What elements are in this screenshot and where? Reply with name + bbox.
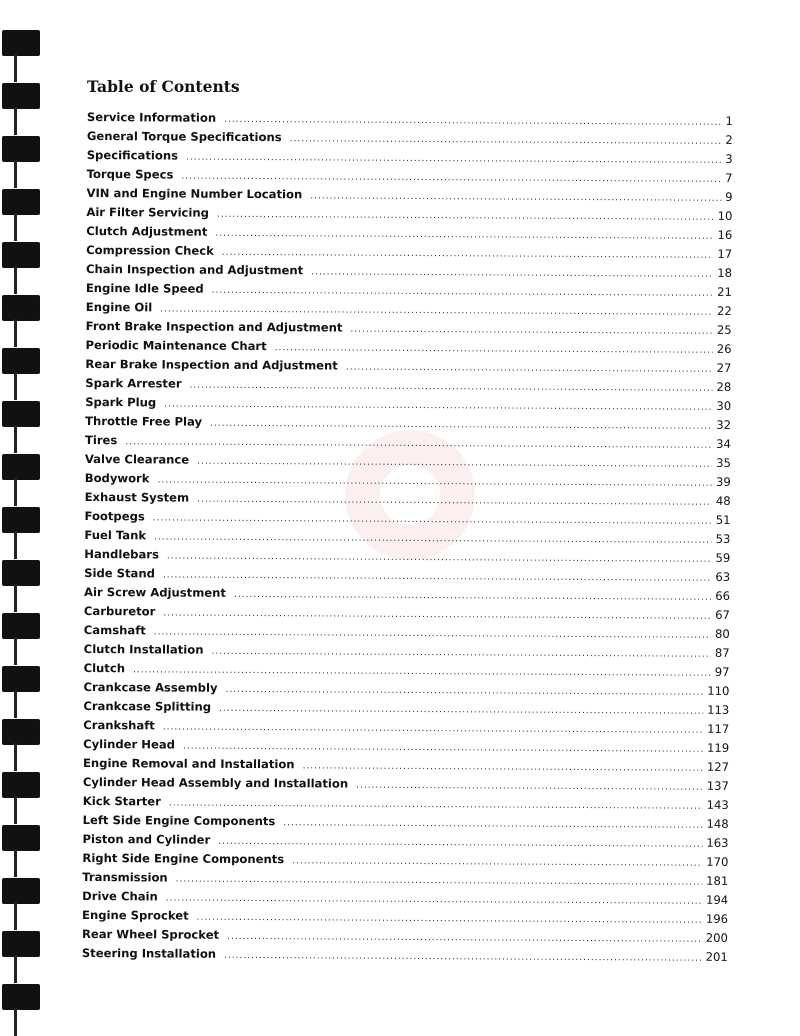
toc-entry-label: Compression Check: [86, 242, 214, 258]
toc-entry-label: Air Filter Servicing: [86, 204, 210, 220]
dot-leader: [303, 761, 703, 773]
toc-entry-page: 10: [717, 208, 733, 223]
binding-wire: [14, 107, 17, 135]
toc-entry-page: 32: [716, 417, 732, 432]
toc-entry-page: 21: [717, 284, 732, 299]
binding-wire: [14, 1008, 17, 1036]
dot-leader: [133, 665, 711, 679]
toc-entry-label: Throttle Free Play: [85, 413, 203, 429]
toc-entry-label: Footpegs: [84, 508, 145, 524]
toc-entry-label: Crankshaft: [83, 717, 155, 733]
dot-leader: [311, 267, 713, 279]
toc-entry-page: 67: [715, 607, 730, 622]
dot-leader: [234, 590, 711, 603]
page-title: Table of Contents: [87, 77, 240, 96]
toc-entry-label: Front Brake Inspection and Adjustment: [85, 318, 343, 335]
toc-entry-label: Transmission: [82, 869, 168, 885]
toc-entry-label: Handlebars: [84, 546, 160, 562]
dot-leader: [154, 627, 711, 640]
dot-leader: [210, 419, 712, 432]
binding-wire: [14, 213, 17, 241]
binding-wire: [14, 584, 17, 612]
toc-entry-page: 66: [715, 588, 731, 603]
toc-entry-label: Exhaust System: [84, 489, 190, 505]
dot-leader: [186, 153, 721, 166]
toc-entry-page: 163: [706, 835, 729, 850]
toc-entry-page: 201: [705, 949, 728, 964]
toc-entry-page: 113: [707, 702, 730, 717]
binding-wire: [14, 54, 17, 82]
toc-entry-label: Crankcase Splitting: [83, 698, 212, 714]
dot-leader: [224, 951, 702, 964]
toc-entry-page: 48: [715, 493, 731, 508]
toc-entry-label: Side Stand: [84, 565, 156, 581]
dot-leader: [227, 932, 702, 945]
binding-hole: [2, 295, 40, 321]
binding-wire: [14, 266, 17, 294]
dot-leader: [346, 363, 713, 375]
toc-entry-label: Air Screw Adjustment: [84, 584, 227, 600]
toc-entry-page: 30: [716, 398, 732, 413]
toc-entry-page: 181: [706, 873, 729, 888]
dot-leader: [292, 856, 702, 869]
toc-list: [82, 110, 733, 969]
toc-entry-label: Rear Brake Inspection and Adjustment: [85, 356, 338, 373]
toc-entry-page: 7: [725, 170, 733, 185]
binding-wire: [14, 372, 17, 400]
spiral-binding-marks: [0, 0, 46, 1035]
dot-leader: [217, 210, 714, 223]
binding-hole: [2, 931, 40, 957]
binding-wire: [14, 637, 17, 665]
toc-entry-page: 110: [707, 683, 730, 698]
toc-entry-page: 22: [716, 303, 732, 318]
toc-entry-page: 170: [706, 854, 729, 869]
binding-hole: [2, 189, 40, 215]
binding-wire: [14, 160, 17, 188]
dot-leader: [163, 608, 711, 621]
dot-leader: [181, 172, 721, 185]
binding-hole: [2, 30, 40, 56]
binding-wire: [14, 531, 17, 559]
toc-entry-label: Clutch Adjustment: [86, 223, 208, 239]
toc-entry-label: Steering Installation: [81, 945, 217, 961]
toc-entry-label: Rear Wheel Sprocket: [81, 926, 220, 942]
dot-leader: [157, 475, 712, 488]
toc-entry-label: Drive Chain: [82, 888, 158, 904]
toc-entry-label: Tires: [84, 432, 118, 448]
toc-entry-page: 2: [725, 132, 733, 147]
toc-entry-label: Valve Clearance: [84, 451, 190, 467]
toc-entry-page: 127: [706, 759, 730, 774]
toc-entry-label: Bodywork: [84, 470, 150, 486]
binding-hole: [2, 136, 40, 162]
dot-leader: [153, 513, 712, 526]
toc-entry-page: 200: [705, 930, 728, 945]
dot-leader: [163, 722, 703, 735]
dot-leader: [164, 399, 712, 412]
binding-wire: [14, 425, 17, 453]
toc-entry-page: 34: [716, 436, 732, 451]
dot-leader: [218, 837, 702, 850]
toc-entry-page: 3: [725, 151, 733, 166]
toc-entry-label: Fuel Tank: [84, 527, 147, 543]
toc-entry-page: 194: [706, 892, 729, 907]
toc-entry-label: Crankcase Assembly: [83, 679, 218, 695]
dot-leader: [290, 134, 722, 147]
dot-leader: [219, 704, 703, 717]
dot-leader: [215, 229, 713, 242]
toc-entry-page: 16: [717, 227, 733, 242]
toc-entry-label: VIN and Engine Number Location: [86, 185, 303, 202]
toc-entry[interactable]: [82, 946, 728, 969]
dot-leader: [169, 799, 703, 812]
binding-hole: [2, 348, 40, 374]
toc-entry-page: 26: [716, 341, 732, 356]
binding-wire: [14, 478, 17, 506]
toc-entry-label: Spark Arrester: [85, 375, 182, 391]
toc-entry-label: Torque Specs: [86, 166, 174, 182]
dot-leader: [211, 647, 710, 660]
dot-leader: [356, 781, 703, 793]
dot-leader: [197, 913, 702, 926]
binding-hole: [2, 560, 40, 586]
toc-entry-page: 119: [706, 740, 730, 755]
binding-wire: [14, 743, 17, 771]
binding-hole: [2, 454, 40, 480]
dot-leader: [167, 551, 712, 564]
toc-entry-page: 1: [725, 113, 733, 128]
binding-hole: [2, 613, 40, 639]
toc-entry-page: 17: [717, 246, 733, 261]
toc-entry-page: 143: [706, 797, 729, 812]
toc-entry-page: 63: [715, 569, 731, 584]
toc-entry-page: 87: [714, 645, 730, 660]
binding-hole: [2, 719, 40, 745]
toc-entry-page: 196: [705, 911, 729, 926]
binding-wire: [14, 849, 17, 877]
toc-entry-label: Right Side Engine Components: [82, 850, 285, 867]
toc-entry-page: 39: [715, 474, 731, 489]
toc-entry-label: Engine Oil: [85, 299, 153, 315]
dot-leader: [225, 685, 703, 698]
dot-leader: [350, 325, 713, 337]
binding-hole: [2, 242, 40, 268]
dot-leader: [283, 818, 702, 831]
dot-leader: [197, 457, 712, 470]
toc-entry-label: Kick Starter: [82, 793, 161, 809]
dot-leader: [176, 875, 703, 888]
toc-entry-label: Spark Plug: [85, 394, 157, 410]
toc-entry-label: Engine Idle Speed: [85, 280, 204, 296]
binding-hole: [2, 984, 40, 1010]
toc-entry-page: 97: [714, 664, 730, 679]
dot-leader: [222, 248, 714, 261]
binding-hole: [2, 666, 40, 692]
dot-leader: [275, 343, 713, 356]
toc-entry-page: 51: [715, 512, 731, 527]
toc-entry-page: 137: [706, 778, 729, 793]
binding-hole: [2, 401, 40, 427]
binding-hole: [2, 878, 40, 904]
binding-wire: [14, 955, 17, 983]
toc-entry-label: Left Side Engine Components: [82, 812, 276, 829]
toc-entry-page: 28: [716, 379, 732, 394]
dot-leader: [212, 286, 714, 299]
toc-entry-label: Periodic Maintenance Chart: [85, 337, 267, 354]
dot-leader: [224, 115, 721, 128]
binding-hole: [2, 772, 40, 798]
binding-hole: [2, 507, 40, 533]
toc-entry-label: Cylinder Head: [83, 736, 176, 752]
toc-entry-page: 25: [716, 322, 732, 337]
dot-leader: [166, 893, 702, 906]
toc-entry-label: Piston and Cylinder: [82, 831, 211, 847]
dot-leader: [197, 495, 712, 508]
binding-wire: [14, 690, 17, 718]
toc-entry-page: 53: [715, 531, 731, 546]
toc-entry-label: Engine Removal and Installation: [82, 755, 295, 772]
toc-entry-label: Camshaft: [83, 622, 146, 638]
toc-entry-label: General Torque Specifications: [86, 128, 282, 145]
binding-wire: [14, 902, 17, 930]
toc-entry-page: 80: [715, 626, 730, 641]
dot-leader: [310, 191, 721, 204]
toc-entry-page: 27: [716, 360, 732, 375]
toc-entry-page: 35: [716, 455, 731, 470]
toc-entry-label: Clutch Installation: [83, 641, 204, 657]
dot-leader: [125, 437, 712, 451]
dot-leader: [190, 381, 713, 394]
toc-entry-page: 59: [715, 550, 731, 565]
binding-wire: [14, 319, 17, 347]
binding-hole: [2, 825, 40, 851]
binding-hole: [2, 83, 40, 109]
dot-leader: [163, 570, 711, 583]
toc-entry-label: Specifications: [86, 147, 179, 163]
dot-leader: [160, 304, 713, 317]
toc-entry-label: Engine Sprocket: [82, 907, 189, 923]
toc-entry-label: Chain Inspection and Adjustment: [85, 261, 304, 278]
toc-entry-page: 148: [706, 816, 729, 831]
dot-leader: [154, 532, 712, 545]
toc-entry-page: 117: [707, 721, 730, 736]
toc-entry-label: Cylinder Head Assembly and Installation: [82, 774, 349, 791]
toc-entry-label: Service Information: [86, 110, 217, 125]
toc-entry-label: Clutch: [83, 660, 126, 676]
toc-entry-page: 18: [717, 265, 733, 280]
toc-entry-page: 9: [725, 189, 733, 204]
binding-wire: [14, 796, 17, 824]
toc-entry-label: Carburetor: [83, 603, 156, 619]
dot-leader: [183, 742, 703, 755]
